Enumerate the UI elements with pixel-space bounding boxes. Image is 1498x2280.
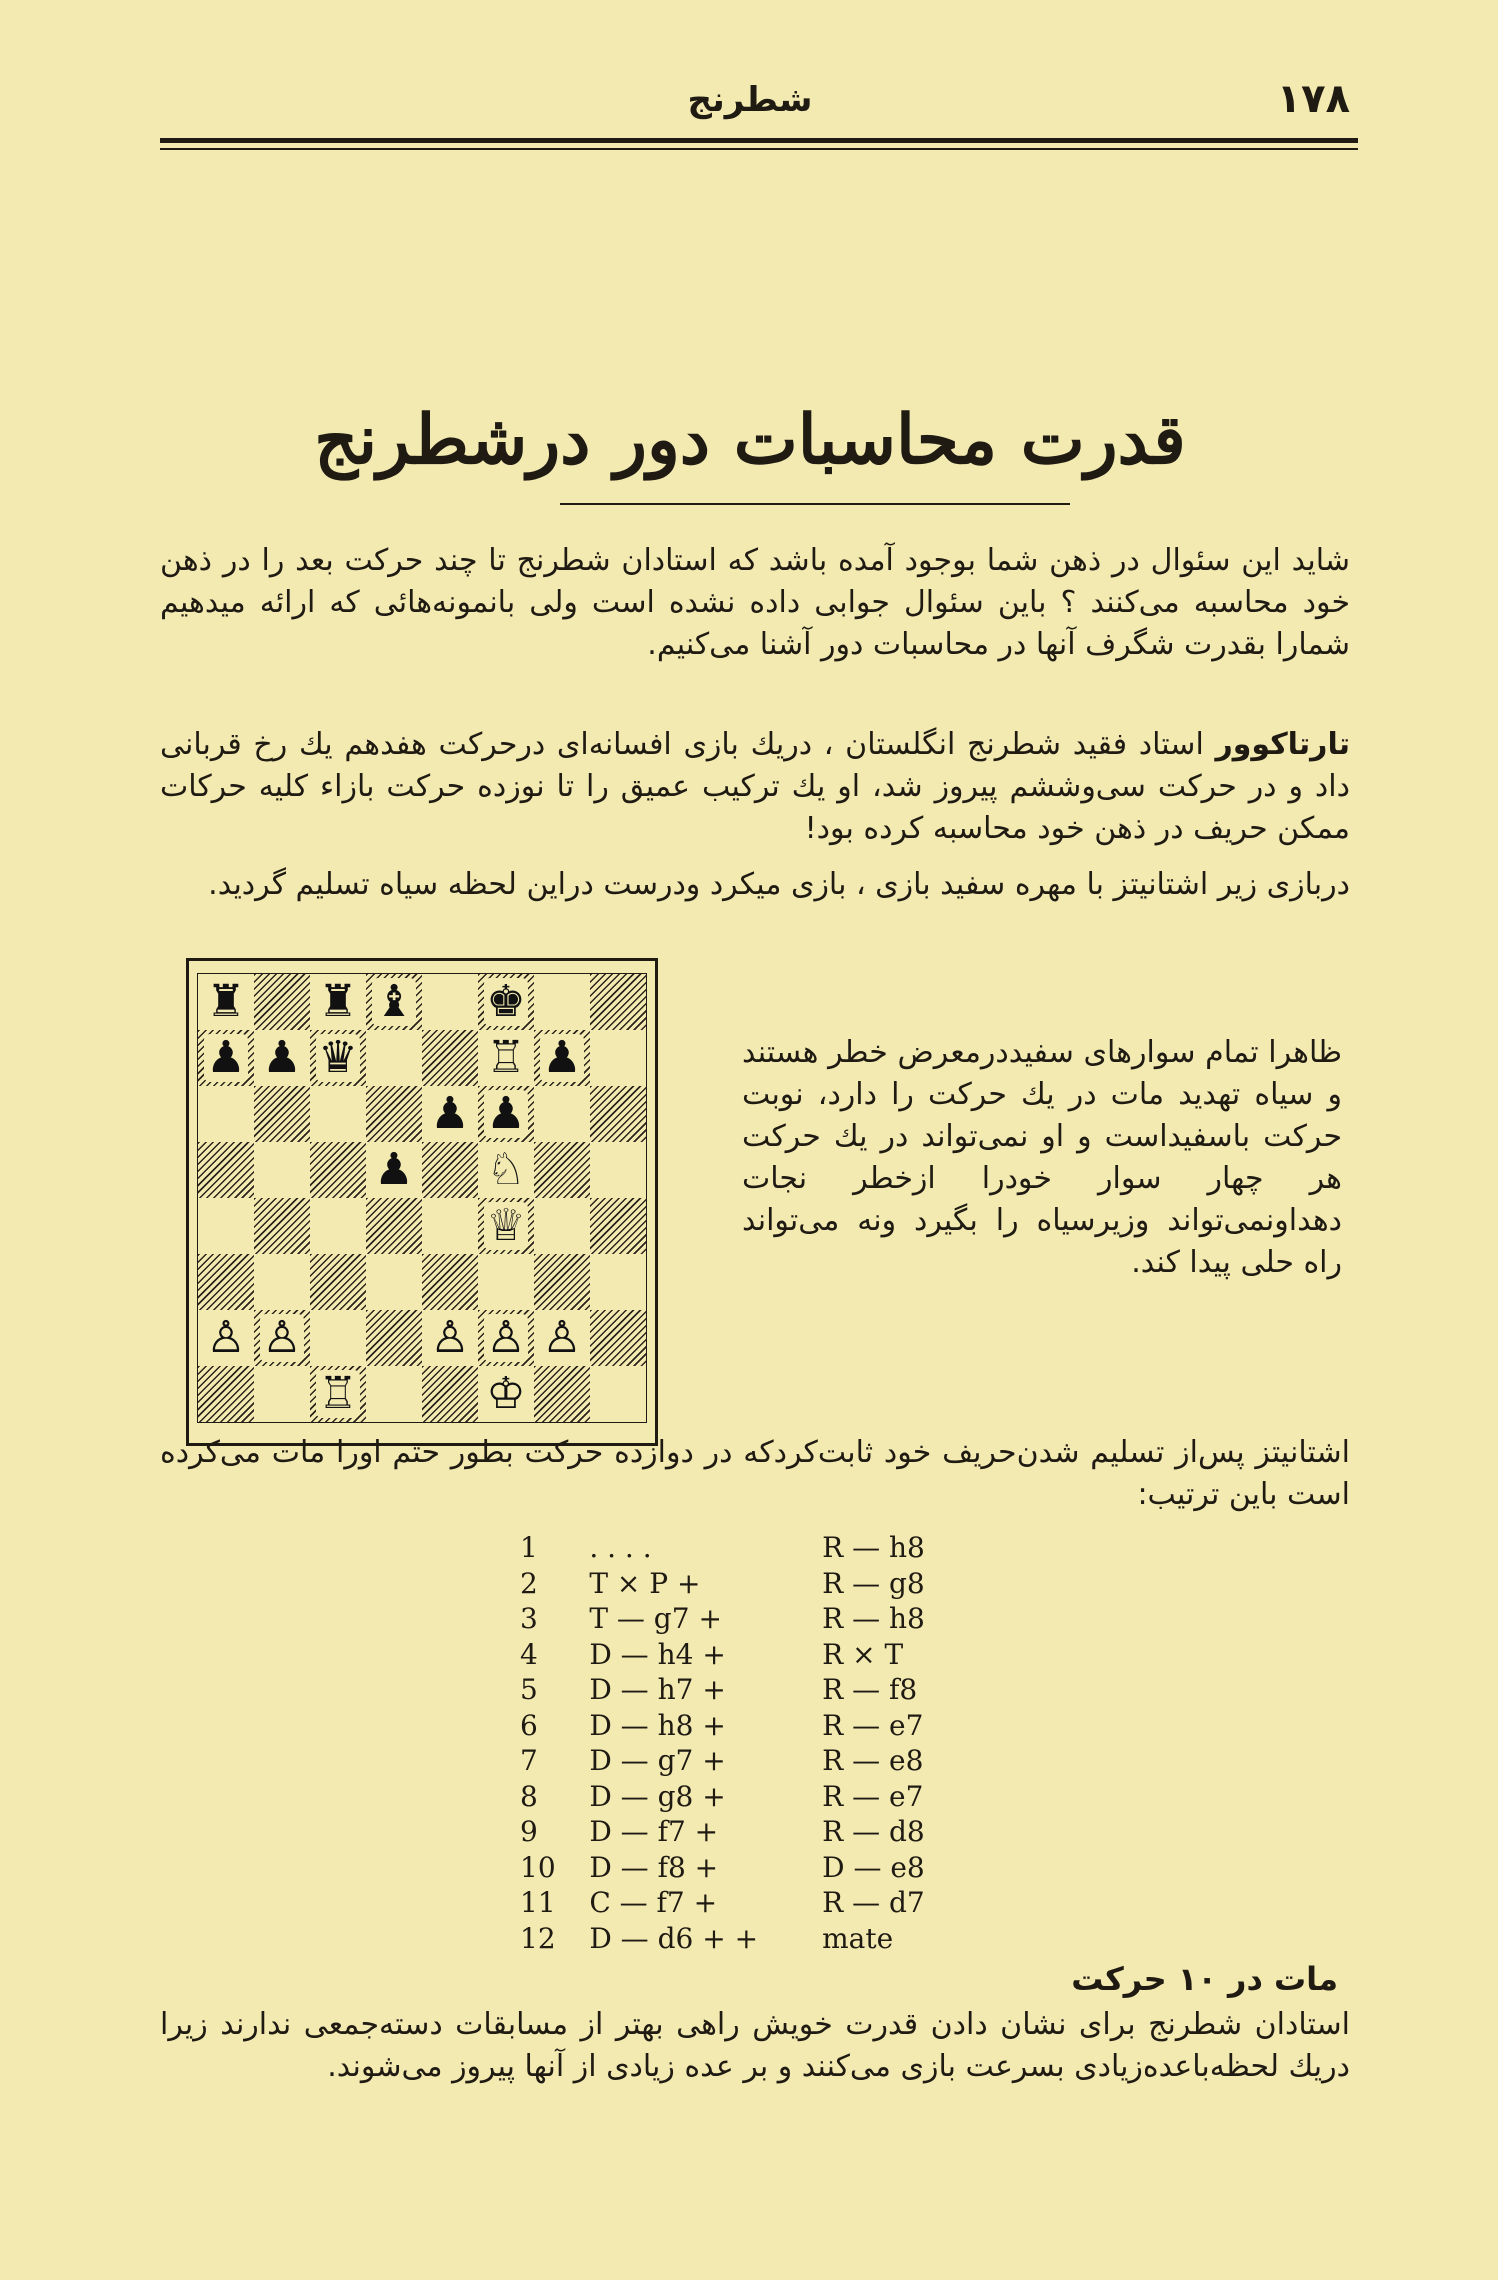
board-square — [198, 974, 254, 1030]
white-move: D — h7 + — [589, 1673, 726, 1706]
white-move: . . . . — [589, 1531, 652, 1564]
move-row — [520, 1779, 1040, 1815]
move-row — [520, 1743, 1040, 1779]
black-move: R — g8 — [822, 1566, 925, 1600]
board-square — [254, 1366, 310, 1422]
black-move: R — h8 — [822, 1531, 925, 1564]
solution-intro-paragraph: اشتانیتز پس‌از تسلیم شدن‌حریف خود ثابت‌کردکه در دوازده حرکت بطور حتم اورا مات می‌کرده است باین ترتیب: — [160, 1435, 1350, 1512]
move-number: 1 — [520, 1531, 538, 1564]
board-square — [366, 974, 422, 1030]
board-square — [310, 1030, 366, 1086]
article-title: قدرت محاسبات دور درشطرنج — [314, 400, 1186, 480]
white-move: C — f7 + — [589, 1886, 718, 1919]
board-square — [366, 1142, 422, 1198]
chess-piece-icon: ♙ — [262, 1312, 302, 1363]
board-square — [422, 1366, 478, 1422]
board-square — [534, 1254, 590, 1310]
board-square — [534, 1366, 590, 1422]
move-row — [520, 1601, 1040, 1637]
board-square — [366, 1310, 422, 1366]
chess-piece-icon: ♖ — [318, 1368, 358, 1419]
move-number: 4 — [520, 1637, 538, 1671]
black-move: mate — [822, 1921, 894, 1955]
move-number: 8 — [520, 1779, 538, 1813]
board-square — [422, 1086, 478, 1142]
move-row — [520, 1814, 1040, 1850]
move-number: 9 — [520, 1815, 538, 1848]
move-row — [520, 1672, 1040, 1708]
black-move: D — e8 — [822, 1850, 925, 1884]
chess-piece-icon: ♙ — [430, 1312, 470, 1363]
white-move: D — g8 + — [589, 1779, 726, 1813]
board-square — [422, 974, 478, 1030]
board-square — [534, 1310, 590, 1366]
board-square — [366, 1198, 422, 1254]
white-move: D — d6 + + — [589, 1921, 759, 1955]
board-square — [366, 1254, 422, 1310]
tartakower-name: تارتاکوور — [1215, 727, 1350, 762]
move-row — [520, 1566, 1040, 1602]
chess-piece-icon: ♟ — [430, 1088, 470, 1139]
white-move: D — h8 + — [589, 1708, 726, 1742]
chess-piece-icon: ♛ — [318, 1032, 358, 1083]
board-square — [478, 1142, 534, 1198]
move-list — [520, 1530, 1040, 1956]
board-square — [310, 974, 366, 1030]
board-square — [590, 974, 646, 1030]
move-number: 3 — [520, 1602, 538, 1635]
board-square — [478, 974, 534, 1030]
move-row — [520, 1921, 1040, 1957]
chess-piece-icon: ♘ — [486, 1144, 526, 1195]
chess-piece-icon: ♚ — [486, 976, 526, 1027]
steinitz-intro-paragraph: دربازی زیر اشتانیتز با مهره سفید بازی ، بازی میکرد ودرست دراین لحظه سیاه تسلیم گردید. — [208, 867, 1350, 902]
white-move: D — h4 + — [589, 1637, 726, 1671]
board-square — [422, 1254, 478, 1310]
chess-piece-icon: ♟ — [262, 1032, 302, 1083]
board-square — [310, 1310, 366, 1366]
board-square — [254, 1254, 310, 1310]
chess-piece-icon: ♙ — [542, 1312, 582, 1363]
board-square — [310, 1086, 366, 1142]
board-square — [422, 1142, 478, 1198]
board-square — [534, 1086, 590, 1142]
black-move: R — e8 — [822, 1744, 924, 1777]
simul-paragraph: استادان شطرنج برای نشان دادن قدرت خویش راهی بهتر از مسابقات دسته‌جمعی ندارند زیرا دریك لحظه‌باعده‌زیادی بسرعت بازی می‌کنند و بر عده زیادی از آنها پیروز می‌شوند. — [160, 2007, 1350, 2084]
chess-piece-icon: ♟ — [206, 1032, 246, 1083]
board-square — [254, 1198, 310, 1254]
chess-piece-icon: ♝ — [374, 976, 414, 1027]
board-square — [254, 974, 310, 1030]
board-square — [366, 1366, 422, 1422]
board-square — [590, 1198, 646, 1254]
board-square — [478, 1310, 534, 1366]
board-square — [534, 974, 590, 1030]
board-square — [534, 1142, 590, 1198]
chess-piece-icon: ♙ — [486, 1312, 526, 1363]
board-square — [422, 1198, 478, 1254]
move-number: 6 — [520, 1708, 538, 1742]
title-underline — [560, 503, 1070, 505]
board-square — [590, 1086, 646, 1142]
board-square — [254, 1142, 310, 1198]
board-square — [590, 1310, 646, 1366]
page-number: ۱۷۸ — [1276, 76, 1350, 122]
chess-board — [197, 973, 647, 1423]
header-rule-thin — [160, 148, 1358, 150]
board-square — [198, 1198, 254, 1254]
board-square — [310, 1254, 366, 1310]
move-number: 7 — [520, 1744, 538, 1777]
board-square — [254, 1310, 310, 1366]
chess-piece-icon: ♙ — [206, 1312, 246, 1363]
board-square — [366, 1030, 422, 1086]
board-square — [590, 1366, 646, 1422]
board-square — [478, 1254, 534, 1310]
black-move: R — e7 — [822, 1779, 924, 1813]
black-move: R — e7 — [822, 1708, 924, 1742]
black-move: R — h8 — [822, 1602, 925, 1635]
chess-piece-icon: ♟ — [542, 1032, 582, 1083]
white-move: D — f7 + — [589, 1815, 719, 1848]
board-square — [422, 1030, 478, 1086]
board-square — [254, 1086, 310, 1142]
board-square — [198, 1366, 254, 1422]
board-square — [310, 1198, 366, 1254]
white-move: D — f8 + — [589, 1850, 719, 1884]
board-square — [198, 1142, 254, 1198]
move-row — [520, 1708, 1040, 1744]
move-number: 10 — [520, 1850, 556, 1884]
chess-piece-icon: ♖ — [486, 1032, 526, 1083]
chess-piece-icon: ♔ — [486, 1368, 526, 1419]
tartakower-paragraph — [160, 724, 1350, 850]
board-square — [478, 1366, 534, 1422]
board-square — [422, 1310, 478, 1366]
move-row — [520, 1850, 1040, 1886]
black-move: R — d7 — [822, 1886, 925, 1919]
move-number: 11 — [520, 1886, 556, 1919]
chess-diagram — [186, 958, 658, 1446]
board-square — [478, 1086, 534, 1142]
board-square — [366, 1086, 422, 1142]
white-move: D — g7 + — [589, 1744, 726, 1777]
chess-piece-icon: ♟ — [486, 1088, 526, 1139]
board-square — [534, 1030, 590, 1086]
board-square — [590, 1030, 646, 1086]
chess-piece-icon: ♕ — [486, 1200, 526, 1251]
board-square — [198, 1254, 254, 1310]
running-title: شطرنج — [687, 80, 813, 120]
move-row — [520, 1530, 1040, 1566]
section-subheading: مات در ۱۰ حرکت — [1071, 1960, 1338, 1998]
board-square — [198, 1310, 254, 1366]
move-row — [520, 1885, 1040, 1921]
chess-piece-icon: ♟ — [374, 1144, 414, 1195]
move-number: 12 — [520, 1921, 556, 1955]
black-move: R — d8 — [822, 1815, 925, 1848]
board-square — [478, 1198, 534, 1254]
board-square — [534, 1198, 590, 1254]
move-row — [520, 1637, 1040, 1673]
white-move: T × P + — [589, 1566, 701, 1600]
board-square — [254, 1030, 310, 1086]
board-square — [198, 1030, 254, 1086]
diagram-caption: ظاهرا تمام سوارهای سفیددرمعرض خطر هستند و سیاه تهدید مات در یك حرکت را دارد، نوبت حرکت باسفیداست و او نمی‌تواند در یك حرکت هر چهار سوار خودرا ازخطر نجات دهداونمی‌تواند وزیرسیاه را بگیرد ونه می‌تواند راه حلی پیدا کند. — [742, 1035, 1342, 1280]
black-move: R — f8 — [822, 1673, 918, 1706]
board-square — [590, 1254, 646, 1310]
move-number: 2 — [520, 1566, 538, 1600]
intro-paragraph: شاید این سئوال در ذهن شما بوجود آمده باشد که استادان شطرنج تا چند حرکت بعد را در ذهن خود محاسبه می‌کنند ؟ باین سئوال جوابی داده نشده است ولی بانمونه‌هائی که ارائه میدهیم شمارا بقدرت شگرف آنها در محاسبات دور آشنا می‌کنیم. — [160, 543, 1350, 662]
board-square — [310, 1142, 366, 1198]
board-square — [310, 1366, 366, 1422]
tartakower-text: استاد فقید شطرنج انگلستان ، دریك بازی افسانه‌ای درحرکت هفدهم یك رخ قربانی داد و در حرکت سی‌وششم پیروز شد، او یك ترکیب عمیق را تا نوزده حرکت بازاء کلیه حرکات ممکن حریف در ذهن خود محاسبه کرده بود! — [160, 727, 1350, 846]
black-move: R × T — [822, 1637, 904, 1671]
board-square — [590, 1142, 646, 1198]
chess-piece-icon: ♜ — [206, 976, 246, 1027]
header-rule-thick — [160, 138, 1358, 143]
white-move: T — g7 + — [589, 1602, 722, 1635]
move-number: 5 — [520, 1673, 538, 1706]
chess-piece-icon: ♜ — [318, 976, 358, 1027]
board-square — [478, 1030, 534, 1086]
board-square — [198, 1086, 254, 1142]
